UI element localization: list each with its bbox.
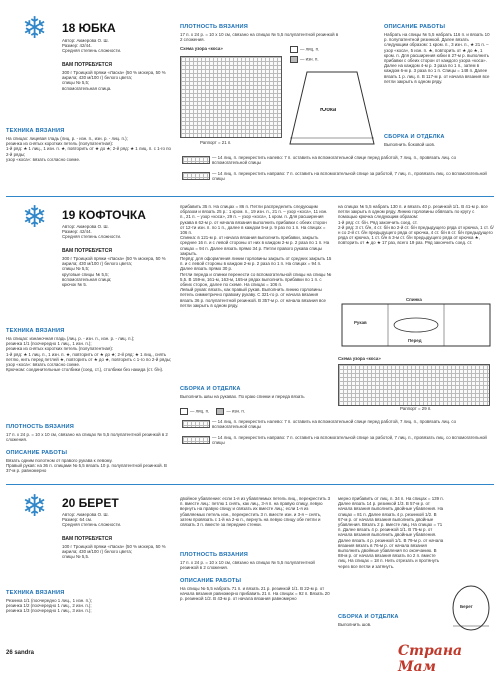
sweater-tech-heading: ТЕХНИКА ВЯЗАНИЯ: [6, 328, 65, 334]
beret-decrease-text: двойное убавление: если 1-я из убавляемых петель лиц., перекрестить 3 п. вместе лиц.: петлю 1 снять, как лиц., 3-я п. на правую спицу, левую вернуть на правую спицу и связать их вместе лиц.; если 1-я из убавляемых петель изн., перекрестить 3 п. вместе изн. и 3-я – снять, затем провязать с 1-й на 2-ю п., вернуть на левую спицу обе петли и связать 3 п. вместе за передние стенки.: [180, 496, 331, 528]
skirt-need-heading: ВАМ ПОТРЕБУЕТСЯ: [62, 62, 112, 68]
sweater-work-text: Вязать одним полотном от правого рукава к левому. Правый рукав: на 36 п. спицами № 5,5 вязать 10 р. полупатентной резинкой. В 37-м р. равномерно: [6, 458, 167, 474]
snowflake-icon: ❄: [22, 489, 48, 524]
skirt-rapport: Раппорт = 21 п.: [200, 140, 232, 145]
section-title-sweater: 19 КОФТОЧКА: [62, 208, 146, 222]
sweater-note-left: — 14 лиц. п. перекрестить налево: 7 п. оставить на вспомогательной спице перед работой, 7 лиц. п., провязать лиц. со вспомогательной спицы: [212, 419, 457, 430]
beret-tech-heading: ТЕХНИКА ВЯЗАНИЯ: [6, 590, 65, 596]
sweater-need-text: 300 г Троицкой пряжи «Ласка» (50 % мохера, 50 % акрила; 430 м/100 г) белого цвета; спицы № 5,5; круговые спицы № 5,5; вспомогательная спица; крючок № 5.: [62, 256, 166, 288]
skirt-cable-chart: [180, 56, 282, 138]
sweater-scheme-heading: Схема узора «коса»: [338, 356, 381, 361]
sweater-legend: — лиц. п. — изн. п.: [180, 408, 330, 418]
beret-density-text: 17 п. х 24 р. = 10 х 10 см, связано на спицах № 5,5 полупатентной резинкой в 2 сложения.: [180, 560, 315, 571]
beret-work-heading: ОПИСАНИЕ РАБОТЫ: [180, 578, 242, 584]
sweater-assembly-text: Выполнить швы на рукавах. По краю спинки и переда вязать: [180, 394, 305, 399]
section-title-skirt: 18 ЮБКА: [62, 21, 116, 35]
sweater-work-heading: ОПИСАНИЕ РАБОТЫ: [6, 450, 68, 456]
cable-left-symbol: [182, 420, 210, 428]
skirt-work-text: Набрать на спицы № 5,5 набрать 116 п. и вязать 10 р. полупатентной резинкой. Далее вязать следующим образом: 1 кром. п., 3 изн. п., ★ 21 п. – узор «коса», 5 изн. п. ★, повторить от ★ до ★, 1 кром. п. Для расширения юбки в 27-м р. выполнить прибавки с обеих сторон от каждого узора «коса». Далее на каждом 4-м р. 3 раза по 1 п., затем в каждом 6-м р. 3 раза по 1 п. Спицы = 148 п. Далее вязать 1 р. лиц. п. В 117-м р. от начала вязания все петли закрыть в одном ряду.: [384, 32, 490, 84]
beret-tech-text: Резинка 1/1 (поочередно 1 лиц., 1 изн. п.); резинка 1/2 (поочередно 1 лиц., 2 изн. п.); резинка 1/3 (поочередно 1 лиц., 3 изн. п.);: [6, 598, 92, 614]
skirt-tech-text: На спицах: лицевая гладь (лиц. р. - изн. п., изн. р. - лиц. п.); резинка из снятых коротких петель (полупатентная): 1-й ряд: ★ 1 лиц., 1 изн. п. ★, повторить от ★ до ★; 2-й ряд: ★ 1 лиц. п. с 1-го по 2-й ряды; узор «коса»: вязать согласно схеме.: [6, 136, 171, 162]
skirt-note-left: — 14 лиц. п. перекрестить налево: 7 п. оставить на вспомогательной спице перед работой, 7 лиц. п., провязать лиц. со вспомогательной спицы: [212, 155, 457, 166]
sweater-tech-text: На спицах: изнаночная гладь (лиц. р. - изн. п., изн. р. - лиц. п.); резинка 1/1 (поочередно 1 лиц., 1 изн. п.); резинка из снятых коротких петель (полупатентная): 1-й ряд: ★ 1 лиц. п., 1 изн. п. ★, повторить от ★ до ★; 2-й ряд: ★ 1 лиц., снять петлю, нить перед петлей ★, повторить от ★ до ★, повторить с 1-го по 2-й ряды; узор «коса»: вязать согласно схеме. Крючком: соединительные столбики (соед. ст.), столбики без накида (ст. б/н).: [6, 336, 172, 373]
skirt-density-heading: ПЛОТНОСТЬ ВЯЗАНИЯ: [180, 24, 248, 30]
sweater-body-text: прибавить 35 п. На спицах = 86 п. Петли распределить следующим образом и вязать 25 р.: 1 кром. п., 19 изн. п., 21 п. – узор «коса», 11 изн. п., 21 п. – узор «коса», 29 п. – узор «коса», 1 кром. п. Для расширения рукава в 62-м р. от начала вязания выполнить прибавки с обеих сторон от 12-ти изн. п. по 1 п., далее в каждом 5-м р. 9 раз по 1 п. На спицах = 106 п. Спинка: в 121-м р. от начала вязания выполнить прибавки, закрыть среднее 16 п. и с левой стороны от них в каждом 2-м р. 2 раза по 1 п. На спицах = 94 п. Далее вязать прямо 34 р. Петли правого рукава спицы закрыть. Перёд: для оформления линии горловины закрыть от средних закрыть 15 п. и с левой стороны в каждом 2-м р. 2 раза по 1 п. На спицах = 94 п. Далее вязать прямо 30 р. Петли переда и спинки перенести со вспомогательной спицы на спицы № 5,5. В 159-м, 161-м, 163-м, 165-м рядах выполнить прибавки по 1 п. с обеих сторон, далее по схеме. На спицах = 106 п. Левый рукав: вязать, как правый рукав. Выполнить линию горловины петель симметрично правому рукаву. С 321-го р. от начала вязания вязать 36 р. полупатентной резинкой. В 357-м р. от начала вязания все петли закрыть в одном ряду.: [180, 204, 332, 308]
snowflake-icon: ❄: [22, 200, 48, 235]
purl-stitch-icon: [216, 408, 224, 415]
sweater-need-heading: ВАМ ПОТРЕБУЕТСЯ: [62, 248, 112, 254]
skirt-need-text: 300 г Троицкой пряжи «Ласка» (50 % мохера, 50 % акрила; 430 м/100 г) белого цвета; спицы № 5,5; вспомогательная спица.: [62, 70, 166, 91]
skirt-assembly-heading: СБОРКА И ОТДЕЛКА: [384, 134, 445, 140]
sweater-neck-text: на спицах № 5,5 набрать 130 п. и вязать 40 р. резинкой 1/1. В 41-м р. все петли закрыть в одном ряду. Линию горловины обвязать по кругу с помощью крючка следующим образом: 1-й ряд: ст. б/н. Ряд закончить соед. ст. 2-й ряд: 3 ст. б/н, 4 ст. б/н во 2-й ст. б/н предыдущего ряда от крючка, 1 ст. б/н со 2-й ст. б/н предыдущего ряда от крючка, 4 ст. б/н в ст. б/н предыдущего ряда от крючка, 1 ст. б/н в 3-м ст. б/н предыдущего ряда от крючка ★, повторить от ★ до ★ 17 раз, всего 19 раз. Ряд закончить соед. ст.: [338, 204, 494, 246]
knit-stitch-icon: [290, 46, 298, 53]
back-label: Спинка: [406, 297, 422, 302]
skirt-work-heading: ОПИСАНИЕ РАБОТЫ: [384, 24, 446, 30]
sweater-density-text: 17 п. х 24 р. = 10 х 10 см, связано на спицах № 5,5 полупатентной резинкой в 2 сложения.: [6, 432, 168, 443]
beret-need-heading: ВАМ ПОТРЕБУЕТСЯ: [62, 536, 112, 542]
cable-right-symbol: [182, 172, 210, 180]
sweater-rapport: Раппорт = 29 п.: [400, 406, 432, 411]
knit-stitch-icon: [180, 408, 188, 415]
sweater-cable-chart: [338, 364, 490, 406]
section-title-beret: 20 БЕРЕТ: [62, 496, 119, 510]
page-footer: 26 sandra: [6, 650, 35, 656]
skirt-legend: — лиц. п.: [290, 46, 340, 66]
skirt-meta: Автор: Акмерова О. Ш. Размер: 42/44. Средняя степень сложности.: [62, 38, 122, 54]
sweater-meta: Автор: Акмерова О. Ш. Размер: 42/44. Средняя степень сложности.: [62, 224, 122, 240]
sleeve-label: Рукав: [354, 320, 367, 325]
beret-density-heading: ПЛОТНОСТЬ ВЯЗАНИЯ: [180, 552, 248, 558]
beret-body-text: мерно прибавить от лиц. п. 34 п. На спицах = 139 п. Далее вязать 14 р. резинкой 1/3. В 57-м р. от начала вязания выполнить двойные убавления. На спицах = 81 п. Далее вязать 4 р. резинкой 1/2. В 67-м р. от начала вязания выполнить двойные убавления. Вязать 2 р. вместе лиц. На спицах = 71 п. Далее вязать 4 р. резинкой 1/1. В 75-м р. от начала вязания выполнить двойные убавления. Далее вязать 4 р. резинкой 1/1. В 79-м р. от начала вязания вязать в 76-м р. от начала вязания выполнить двойные убавления по окончанию. В 88-м р. от начала вязания вязать по 2 п. вместе лиц. На спицах = 18 п. Нить отрезать и протянуть через все петли и затянуть.: [338, 496, 444, 569]
beret-assembly-text: Выполнить шов.: [338, 622, 372, 627]
skirt-assembly-text: Выполнить боковой шов.: [384, 142, 436, 147]
sweater-note-right: — 14 лиц. п. перекрестить направо: 7 п. оставить на вспомогательной спице за работой, 7 лиц. п., провязать лиц. со вспомогательной спицы: [212, 435, 487, 446]
beret-label: Берет: [460, 604, 473, 609]
front-label: Перед: [408, 338, 422, 343]
section-divider: [6, 196, 494, 197]
skirt-label: Юбка: [320, 108, 337, 113]
beret-work-text: На спицы № 5,5 набрать 71 п. и вязать 21 р. резинкой 1/1. В 22-м р. от начала вязания равномерно прибавить 21 п. На спицах = 92 п. Вязать 20 р. резинкой 1/2. В 43-м р. от начала вязания равномерно: [180, 586, 330, 602]
sweater-assembly-heading: СБОРКА И ОТДЕЛКА: [180, 386, 241, 392]
skirt-note-right: — 14 лиц. п. перекрестить направо: 7 п. оставить на вспомогательной спице за работой, 7 лиц. п., провязать лиц. со вспомогательной спицы: [212, 171, 487, 182]
beret-pattern-diagram: [448, 582, 494, 638]
beret-need-text: 100 г Троицкой пряжи «Ласка» (50 % мохера, 50 % акрила; 430 м/100 г) белого цвета; спицы № 5,5.: [62, 544, 166, 560]
cable-left-symbol: [182, 156, 210, 164]
cable-right-symbol: [182, 436, 210, 444]
site-watermark: Страна Мам: [398, 643, 463, 675]
skirt-tech-heading: ТЕХНИКА ВЯЗАНИЯ: [6, 128, 65, 134]
section-divider: [6, 484, 494, 485]
sweater-density-heading: ПЛОТНОСТЬ ВЯЗАНИЯ: [6, 424, 74, 430]
snowflake-icon: ❄: [22, 11, 48, 46]
purl-stitch-icon: [290, 56, 298, 63]
beret-assembly-heading: СБОРКА И ОТДЕЛКА: [338, 614, 399, 620]
beret-meta: Автор: Акмерова О. Ш. Размер: 64 см. Средняя степень сложности.: [62, 512, 122, 528]
skirt-density-text: 17 п. х 24 р. = 10 х 10 см, связано на спицах № 5,5 полупатентной резинкой в 2 сложения.: [180, 32, 339, 43]
skirt-scheme-heading: Схема узора «коса»: [180, 46, 223, 51]
skirt-legend-purl: — изн. п.: [290, 56, 340, 66]
